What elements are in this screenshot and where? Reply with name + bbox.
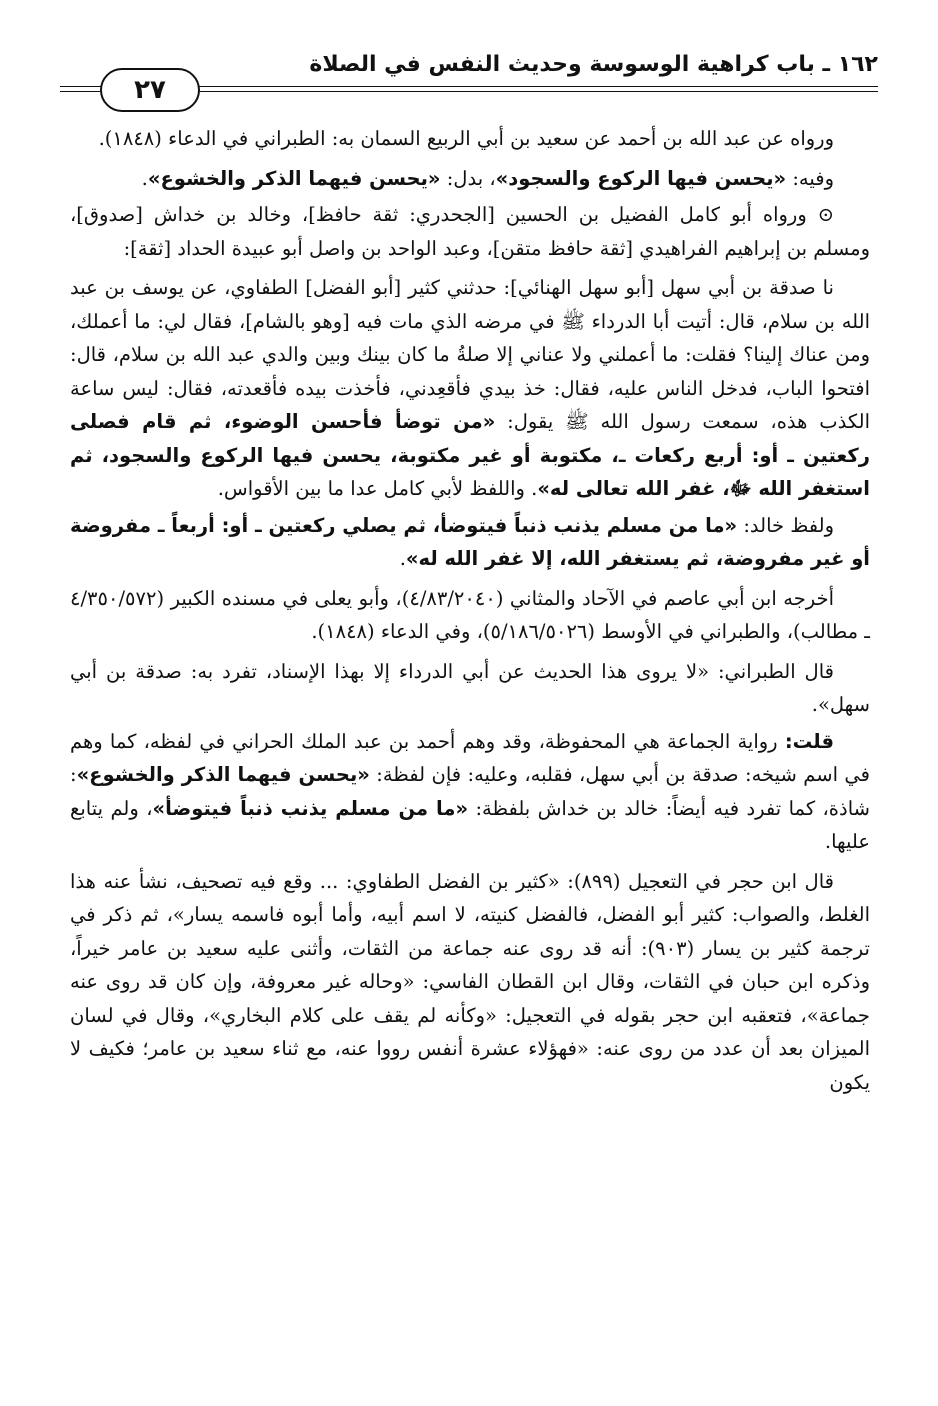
- quote-bold: «يحسن فيها الركوع والسجود»: [495, 166, 787, 190]
- paragraph: [70, 509, 870, 576]
- text-run: : شاذة، كما تفرد فيه أيضاً: خالد بن خداش بلفظة:: [70, 763, 870, 820]
- paragraph: قال الطبراني: «لا يروى هذا الحديث عن أبي الدرداء إلا بهذا الإسناد، تفرد به: صدقة بن أبي سهل».: [70, 659, 870, 716]
- paragraph: ورواه عن عبد الله بن أحمد عن سعيد بن أبي الربيع السمان به: الطبراني في الدعاء (١٨٤٨).: [98, 127, 834, 150]
- text-run: ، ولم يتابع عليها.: [70, 796, 870, 853]
- quote-bold: «ما من مسلم يذنب ذنباً فيتوضأ»: [152, 796, 469, 820]
- hadith-text-bold: «من توضأ فأحسن الوضوء، ثم قام فصلى ركعتين ـ أو: أربع ركعات ـ، مكتوبة أو غير مكتوبة، يحسن فيها الركوع والسجود، ثم استغفر الله ﷻ، غفر الله تعالى له»: [70, 410, 870, 500]
- text-run: رواية الجماعة هي المحفوظة، وقد وهم أحمد بن عبد الملك الحراني في لفظه، كما وهم في اسم شيخه: صدقة بن أبي سهل، فقلبه، وعليه: فإن لفظة:: [70, 729, 870, 786]
- page-body: [70, 122, 870, 1102]
- paragraph: ⊙ ورواه أبو كامل الفضيل بن الحسين [الجحدري: ثقة حافظ]، وخالد بن خداش [صدوق]، ومسلم بن إبراهيم الفراهيدي [ثقة حافظ متقن]، وعبد الواحد بن واصل أبو عبيدة الحداد [ثقة]:: [70, 203, 870, 260]
- chapter-title: ١٦٢ ـ باب كراهية الوسوسة وحديث النفس في الصلاة: [309, 52, 878, 77]
- hadith-text-bold: «ما من مسلم يذنب ذنباً فيتوضأ، ثم يصلي ركعتين ـ أو: أربعاً ـ مفروضة أو غير مفروضة، ثم يستغفر الله، إلا غفر الله له»: [70, 513, 870, 570]
- quote-bold: «يحسن فيهما الذكر والخشوع»: [76, 763, 370, 786]
- text-run: وفيه:: [786, 166, 834, 190]
- qultu-bold: قلت:: [784, 729, 834, 753]
- paragraph: [70, 725, 870, 859]
- quote-bold: «يحسن فيهما الذكر والخشوع»: [147, 166, 441, 190]
- page-header: [60, 40, 878, 110]
- text-run: نا صدقة بن أبي سهل [أبو سهل الهنائي]: حدثني كثير [أبو الفضل] الطفاوي، عن يوسف بن عبد الله بن سلام، قال: أتيت أبا الدرداء ﷺ في مرضه الذي مات فيه [وهو بالشام]، فقال لي: ما أعملك، ومن عناك إلينا؟ فقلت: ما أعملني ولا عناني إلا صلةُ ما كان بينك وبين والدي عبد الله بن سلام، قال: افتحوا الباب، فدخل الناس عليه، فقال: خذ بيدي فأقعِدني، فأخذت بيده فأقعدته، فقال: ليس ساعة الكذب هذه، سمعت رسول الله ﷺ يقول:: [70, 276, 871, 433]
- text-run: .: [141, 166, 148, 190]
- paragraph: قال ابن حجر في التعجيل (٨٩٩): «كثير بن الفضل الطفاوي: ... وقع فيه تصحيف، نشأ عنه هذا الغلط، والصواب: كثير أبو الفضل، فالفضل كنيته، لا اسم أبيه، وأما أبوه فاسمه يسار»، ثم ذكر في ترجمة كثير بن يسار (٩٠٣): أنه قد روى عنه جماعة من الثقات، وأثنى عليه سعيد بن عامر خيراً، وذكره ابن حبان في الثقات، وقال ابن القطان الفاسي: «وحاله غير معروفة، وإن كان قد روى عنه جماعة»، فتعقبه ابن حجر بقوله في التعجيل: «وكأنه لم يقف على كلام البخاري»، وقال في لسان الميزان بعد أن عدد من روى عنه: «فهؤلاء عشرة أنفس رووا عنه، مع ثناء سعيد بن عامر؛ فكيف لا يكون: [70, 869, 870, 1094]
- text-run: ولفظ خالد:: [737, 513, 835, 537]
- page-number-badge: ٢٧: [100, 68, 200, 112]
- text-run: ، بدل:: [440, 166, 496, 190]
- text-run: .: [399, 547, 406, 570]
- paragraph: [70, 162, 870, 196]
- paragraph: أخرجه ابن أبي عاصم في الآحاد والمثاني (٤/٨٣/٢٠٤٠)، وأبو يعلى في مسنده الكبير (٤/٣٥٠/٥٧٢ ـ مطالب)، والطبراني في الأوسط (٥/١٨٦/٥٠٢٦)، وفي الدعاء (١٨٤٨).: [70, 586, 870, 643]
- paragraph: [70, 271, 870, 506]
- text-run: . واللفظ لأبي كامل عدا ما بين الأقواس.: [217, 477, 538, 500]
